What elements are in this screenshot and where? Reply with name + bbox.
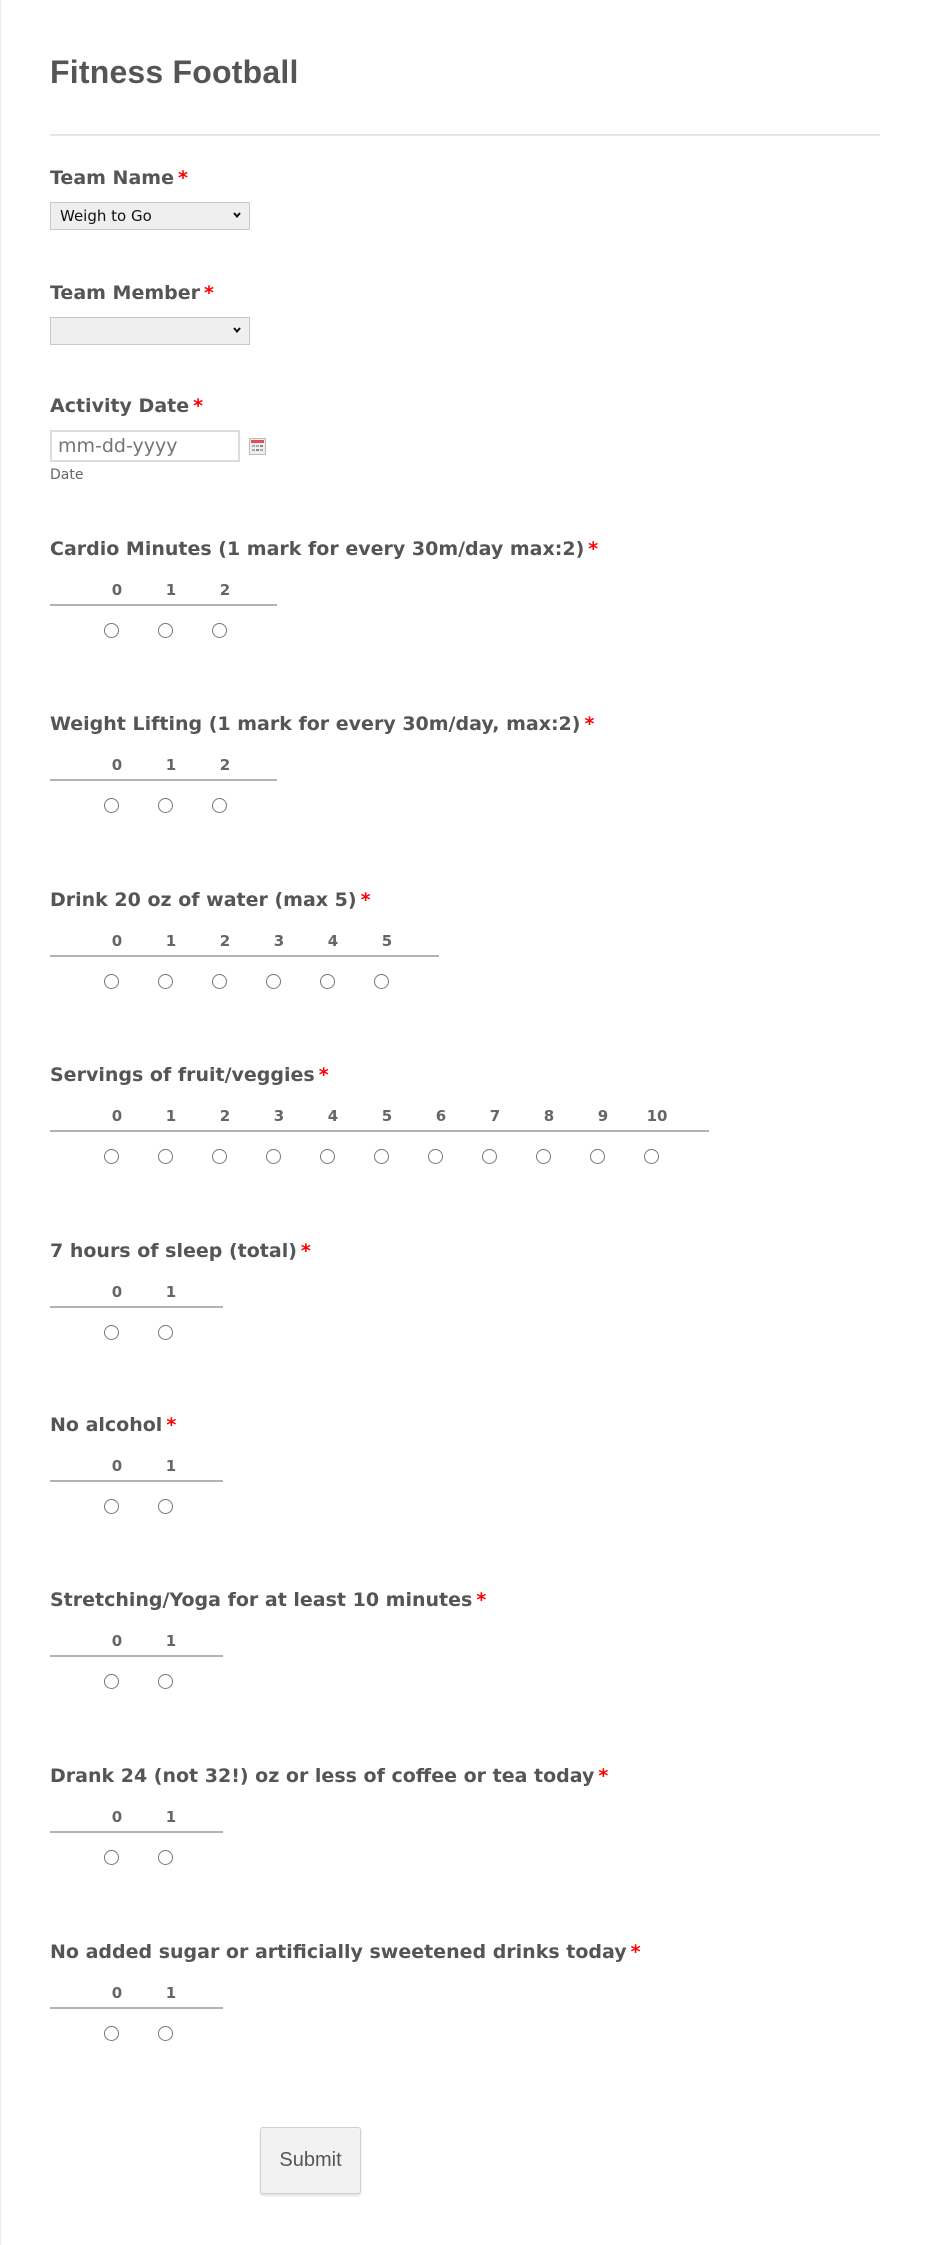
column-header: 0 (111, 756, 123, 774)
radio-option[interactable] (320, 1149, 335, 1164)
activity-date-field (50, 394, 266, 483)
column-header: 4 (327, 1107, 339, 1125)
column-header: 1 (165, 756, 177, 774)
submit-button[interactable]: Submit (260, 2127, 361, 2194)
radio-option[interactable] (212, 1149, 227, 1164)
team-name-selected-value: Weigh to Go (60, 207, 152, 225)
radio-option[interactable] (104, 1850, 119, 1865)
column-header: 1 (165, 1808, 177, 1826)
question-label: Servings of fruit/veggies * (50, 1064, 329, 1086)
column-header: 0 (111, 1984, 123, 2002)
column-header: 2 (219, 932, 231, 950)
question-label: No alcohol * (50, 1414, 177, 1436)
question-field (50, 712, 594, 814)
radio-option[interactable] (536, 1149, 551, 1164)
radio-option[interactable] (212, 798, 227, 813)
radio-option[interactable] (158, 1674, 173, 1689)
question-field (50, 888, 439, 990)
matrix-header-line (50, 2007, 223, 2009)
question-field (50, 1239, 311, 1341)
rating-matrix (50, 1283, 311, 1341)
radio-option[interactable] (104, 1499, 119, 1514)
column-header: 2 (219, 581, 231, 599)
matrix-header-line (50, 1655, 223, 1657)
column-header: 3 (273, 1107, 285, 1125)
question-field (50, 537, 598, 639)
page-left-border (0, 0, 1, 2245)
column-header: 4 (327, 932, 339, 950)
team-member-label: Team Member * (50, 282, 214, 304)
matrix-header-row (50, 1107, 709, 1127)
required-marker: * (204, 282, 214, 304)
matrix-header-line (50, 779, 277, 781)
form-title: Fitness Football (50, 54, 299, 90)
question-label: No added sugar or artificially sweetened drinks today * (50, 1941, 641, 1963)
radio-option[interactable] (158, 2026, 173, 2041)
question-label: Drank 24 (not 32!) oz or less of coffee or tea today * (50, 1765, 609, 1787)
matrix-header-row (50, 756, 594, 776)
required-marker: * (193, 395, 204, 417)
radio-option[interactable] (158, 974, 173, 989)
matrix-header-line (50, 1130, 709, 1132)
rating-matrix (50, 1457, 223, 1515)
team-name-select[interactable] (50, 202, 250, 230)
rating-matrix (50, 932, 439, 990)
matrix-header-row (50, 932, 439, 952)
question-label: Cardio Minutes (1 mark for every 30m/day max:2) * (50, 538, 599, 560)
question-field (50, 1063, 709, 1165)
required-marker: * (360, 889, 371, 911)
matrix-radio-row (50, 1672, 486, 1690)
matrix-header-line (50, 1831, 223, 1833)
matrix-radio-row (50, 972, 439, 990)
question-field (50, 1413, 223, 1515)
column-header: 1 (165, 1107, 177, 1125)
column-header: 5 (381, 1107, 393, 1125)
team-member-field (50, 281, 250, 345)
matrix-header-line (50, 1480, 223, 1482)
matrix-header-row (50, 1457, 223, 1477)
column-header: 3 (273, 932, 285, 950)
radio-option[interactable] (104, 2026, 119, 2041)
radio-option[interactable] (104, 1149, 119, 1164)
column-header: 1 (165, 1632, 177, 1650)
radio-option[interactable] (104, 798, 119, 813)
required-marker: * (300, 1240, 311, 1262)
radio-option[interactable] (374, 974, 389, 989)
question-field (50, 1940, 641, 2042)
column-header: 0 (111, 932, 123, 950)
column-header: 0 (111, 1107, 123, 1125)
matrix-header-row (50, 1632, 486, 1652)
activity-date-sublabel: Date (50, 467, 84, 483)
rating-matrix (50, 1808, 608, 1866)
question-label: Drink 20 oz of water (max 5) * (50, 889, 371, 911)
column-header: 0 (111, 1632, 123, 1650)
matrix-header-row (50, 1808, 608, 1828)
required-marker: * (476, 1589, 487, 1611)
column-header: 0 (111, 1457, 123, 1475)
required-marker: * (588, 538, 599, 560)
activity-date-input[interactable] (50, 430, 240, 462)
radio-option[interactable] (320, 974, 335, 989)
rating-matrix (50, 756, 594, 814)
matrix-radio-row (50, 2024, 641, 2042)
required-marker: * (584, 713, 595, 735)
matrix-header-row (50, 1283, 311, 1303)
column-header: 1 (165, 1283, 177, 1301)
matrix-header-row (50, 581, 598, 601)
matrix-header-row (50, 1984, 641, 2004)
column-header: 1 (165, 1984, 177, 2002)
matrix-header-line (50, 604, 277, 606)
radio-option[interactable] (158, 623, 173, 638)
radio-option[interactable] (266, 1149, 281, 1164)
column-header: 10 (646, 1107, 668, 1125)
column-header: 1 (165, 581, 177, 599)
radio-option[interactable] (158, 1325, 173, 1340)
radio-option[interactable] (212, 623, 227, 638)
radio-option[interactable] (158, 1499, 173, 1514)
radio-option[interactable] (104, 1325, 119, 1340)
required-marker: * (318, 1064, 329, 1086)
required-marker: * (630, 1941, 641, 1963)
column-header: 2 (219, 756, 231, 774)
column-header: 1 (165, 1457, 177, 1475)
title-divider (50, 134, 880, 136)
column-header: 7 (489, 1107, 501, 1125)
rating-matrix (50, 1984, 641, 2042)
team-name-field (50, 166, 250, 230)
calendar-icon[interactable] (249, 438, 266, 455)
column-header: 0 (111, 1283, 123, 1301)
matrix-radio-row (50, 796, 594, 814)
radio-option[interactable] (428, 1149, 443, 1164)
column-header: 9 (597, 1107, 609, 1125)
radio-option[interactable] (590, 1149, 605, 1164)
radio-option[interactable] (158, 1850, 173, 1865)
team-member-select[interactable] (50, 317, 250, 345)
matrix-header-line (50, 1306, 223, 1308)
radio-option[interactable] (104, 974, 119, 989)
column-header: 6 (435, 1107, 447, 1125)
radio-option[interactable] (482, 1149, 497, 1164)
radio-option[interactable] (104, 1674, 119, 1689)
radio-option[interactable] (266, 974, 281, 989)
rating-matrix (50, 1107, 709, 1165)
radio-option[interactable] (644, 1149, 659, 1164)
radio-option[interactable] (158, 798, 173, 813)
column-header: 2 (219, 1107, 231, 1125)
radio-option[interactable] (158, 1149, 173, 1164)
chevron-down-icon (233, 211, 241, 219)
required-marker: * (177, 167, 188, 189)
question-field (50, 1588, 486, 1690)
column-header: 1 (165, 932, 177, 950)
question-label: Stretching/Yoga for at least 10 minutes * (50, 1589, 487, 1611)
required-marker: * (598, 1765, 609, 1787)
rating-matrix (50, 581, 598, 639)
rating-matrix (50, 1632, 486, 1690)
radio-option[interactable] (212, 974, 227, 989)
matrix-radio-row (50, 1147, 709, 1165)
required-marker: * (166, 1414, 177, 1436)
activity-date-label: Activity Date * (50, 395, 204, 417)
team-name-label: Team Name * (50, 167, 188, 189)
column-header: 0 (111, 581, 123, 599)
matrix-radio-row (50, 1848, 608, 1866)
column-header: 5 (381, 932, 393, 950)
radio-option[interactable] (374, 1149, 389, 1164)
radio-option[interactable] (104, 623, 119, 638)
question-field (50, 1764, 608, 1866)
matrix-header-line (50, 955, 439, 957)
question-label: 7 hours of sleep (total) * (50, 1240, 311, 1262)
matrix-radio-row (50, 1323, 311, 1341)
column-header: 8 (543, 1107, 555, 1125)
matrix-radio-row (50, 1497, 223, 1515)
matrix-radio-row (50, 621, 598, 639)
chevron-down-icon (233, 326, 241, 334)
column-header: 0 (111, 1808, 123, 1826)
question-label: Weight Lifting (1 mark for every 30m/day, max:2) * (50, 713, 595, 735)
